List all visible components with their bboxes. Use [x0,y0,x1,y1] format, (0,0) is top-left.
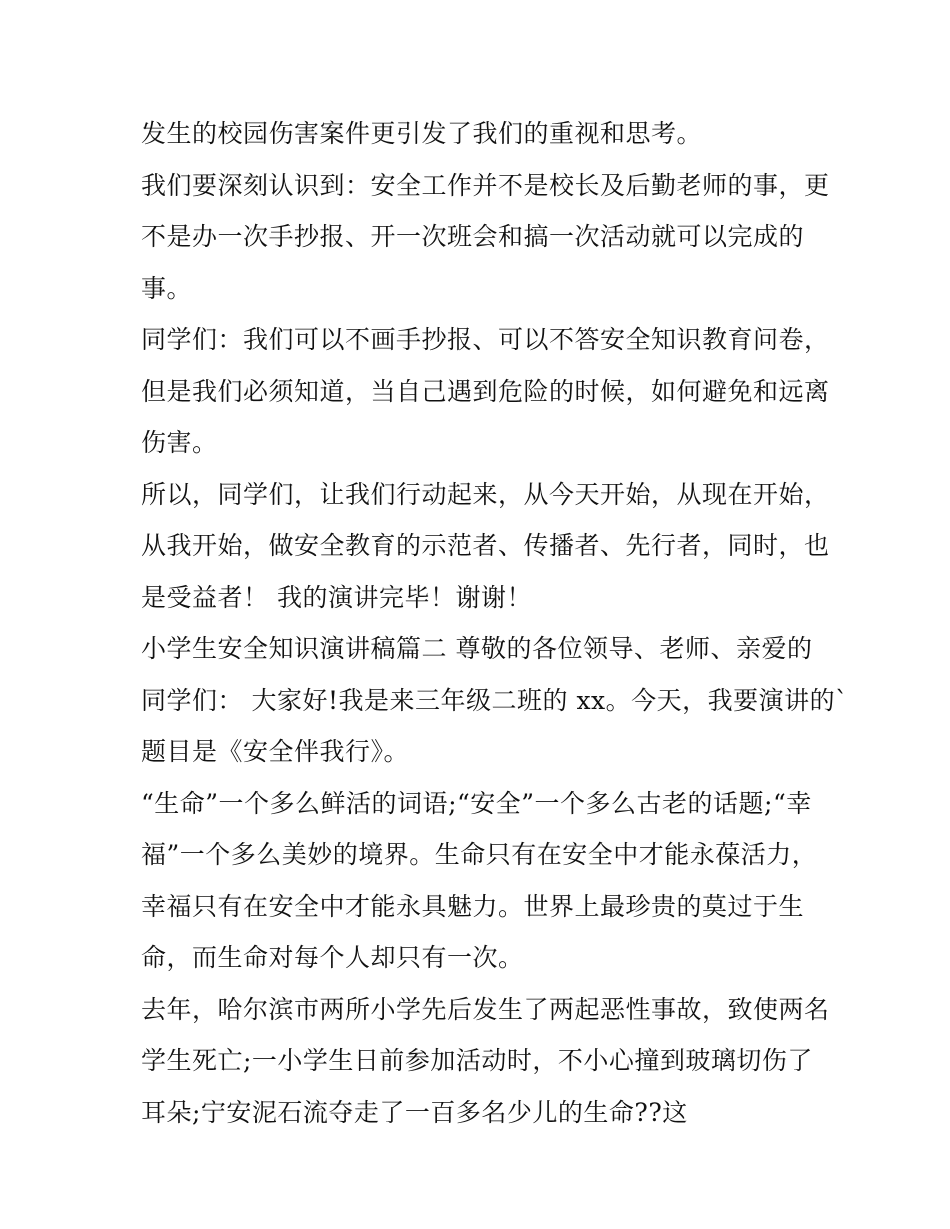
text-line: 福”一个多么美妙的境界。生命只有在安全中才能永葆活力， [141,840,818,869]
text-line: 小学生安全知识演讲稿篇二 尊敬的各位领导、老师、亲爱的 [141,634,813,663]
text-line: 题目是《安全伴我行》。 [141,737,410,766]
text-line: 从我开始，做安全教育的示范者、传播者、先行者，同时，也 [141,531,830,560]
text-line: 命，而生命对每个人却只有一次。 [141,943,524,972]
text-line: 同学们： 大家好!我是来三年级二班的 xx。今天，我要演讲的` [141,685,849,715]
text-line: 所以，同学们，让我们行动起来，从今天开始，从现在开始， [141,479,830,509]
text-line: 同学们：我们可以不画手抄报、可以不答安全知识教育问卷， [141,325,830,354]
text-line: 是受益者！ 我的演讲完毕！谢谢！ [141,582,532,612]
text-line: 事。 [141,273,193,303]
text-line: 我们要深刻认识到：安全工作并不是校长及后勤老师的事，更 [141,170,830,200]
text-line: “生命”一个多么鲜活的词语;“安全”一个多么古老的话题;“幸 [141,788,812,818]
text-line: 学生死亡;一小学生日前参加活动时，不小心撞到玻璃切伤了 [141,1046,813,1075]
document-body [141,108,849,1138]
text-line: 伤害。 [141,428,218,457]
text-line: 幸福只有在安全中才能永具魅力。世界上最珍贵的莫过于生 [141,891,805,921]
text-line: 但是我们必须知道，当自己遇到危险的时候，如何避免和远离 [141,376,830,406]
text-line: 发生的校园伤害案件更引发了我们的重视和思考。 [141,119,703,148]
text-line: 不是办一次手抄报、开一次班会和搞一次活动就可以完成的 [141,222,805,251]
text-line: 耳朵;宁安泥石流夺走了一百多名少儿的生命??这 [141,1097,688,1127]
text-line: 去年，哈尔滨市两所小学先后发生了两起恶性事故，致使两名 [141,994,830,1024]
